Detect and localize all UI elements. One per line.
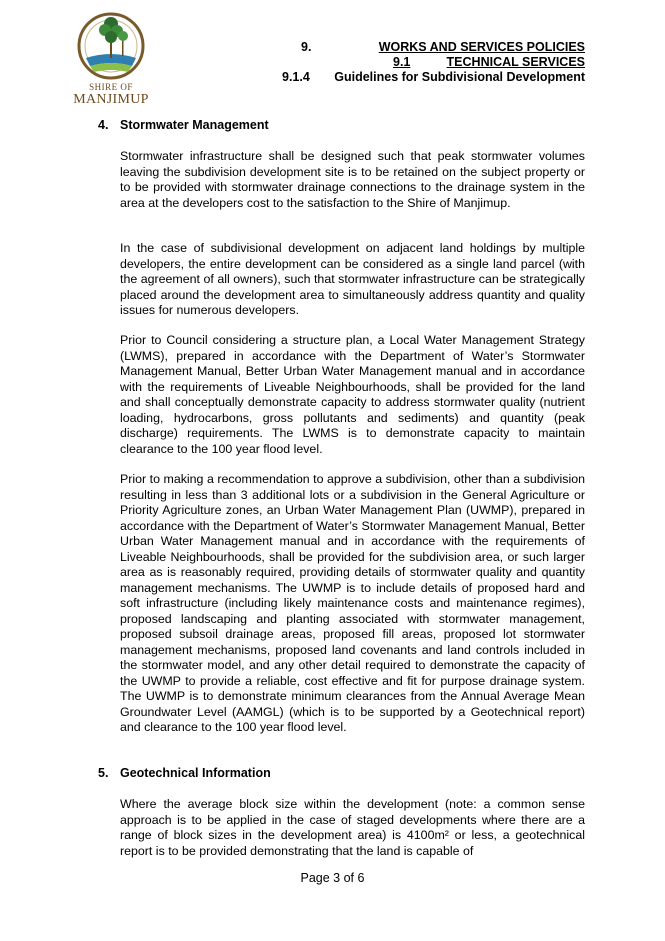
- section-title: [98, 118, 269, 132]
- paragraph: Prior to Council considering a structure plan, a Local Water Management Strategy (LWMS), prepared in accordance with the Department of Water’s Stormwater Management Manual, Better Urban Water Management manual and in accordance with the requirements of Liveable Neighbourhoods, shall be provided for the land and shall conceptually demonstrate capacity to address stormwater quality (nutrient loading, hydrocarbons, gross pollutants and sediments) and quantity (peak discharge) requirements. The LWMS is to demonstrate capacity to maintain clearance to the 100 year flood level.: [120, 333, 585, 456]
- paragraph: Prior to making a recommendation to approve a subdivision, other than a subdivision resulting in less than 3 additional lots or a subdivision in the General Agriculture or Priority Agriculture zones, an Urban Water Management Plan (UWMP), prepared in accordance with the Department of Water’s Stormwater Management Manual, Better Urban Water Management manual and in accordance with the requirements of Liveable Neighbourhoods, shall be provided for the subdivision area, or such larger area as is reasonably required, providing details of stormwater quality and quantity management mechanisms. The UWMP is to include details of proposed hard and soft infrastructure (including likely maintenance costs and maintenance regimes), proposed landscaping and planting associated with stormwater management, proposed subsoil drainage areas, proposed fill areas, proposed lot stormwater management mechanisms, proposed land covenants and land controls included in the stormwater model, and any other detail required to demonstrate the capacity of the UWMP to provide a reliable, cost effective and fit for purpose drainage system. The UWMP is to demonstrate minimum clearances from the Annual Average Mean Groundwater Level (AAMGL) (which is to be supported by a Geotechnical report) and clearance to the 100 year flood level.: [120, 472, 585, 734]
- section-heading: Geotechnical Information: [120, 766, 271, 780]
- header-subsection-title: Guidelines for Subdivisional Development: [334, 70, 585, 84]
- paragraph: Where the average block size within the development (note: a common sense approach is to be applied in the case of staged developments where there are a range of block sizes in the development area) is 4100m² or less, a geotechnical report is to be provided demonstrating that the land is capable of: [120, 797, 585, 858]
- page-number: Page 3 of 6: [300, 871, 365, 885]
- shire-logo-emblem: [70, 10, 152, 82]
- paragraph: In the case of subdivisional development on adjacent land holdings by multiple developers, the entire development can be considered as a single land parcel (with the agreement of all owners), such that stormwater infrastructure can be strategically placed around the development area to simultaneously address quantity and quality issues for numerous developers.: [120, 241, 585, 317]
- header-chapter-num: 9.: [301, 40, 312, 54]
- logo-manjimup: MANJIMUP: [73, 92, 149, 107]
- header-section-num: 9.1: [393, 55, 411, 69]
- header-chapter-title: WORKS AND SERVICES POLICIES: [378, 40, 585, 54]
- header-section-title: TECHNICAL SERVICES: [446, 55, 585, 69]
- shire-logo: [70, 10, 152, 110]
- paragraph: Stormwater infrastructure shall be designed such that peak stormwater volumes leaving the subdivision development site is to be retained on the subject property or to be provided with stormwater drainage connections to the drainage system in the area at the developers cost to the satisfaction to the Shire of Manjimup.: [120, 149, 585, 210]
- logo-shire-of: SHIRE OF: [89, 82, 133, 92]
- section-heading: Stormwater Management: [120, 118, 269, 132]
- header-subsection-num: 9.1.4: [282, 70, 310, 84]
- section-number: 5.: [98, 766, 109, 780]
- section-title: [98, 766, 271, 780]
- section-number: 4.: [98, 118, 109, 132]
